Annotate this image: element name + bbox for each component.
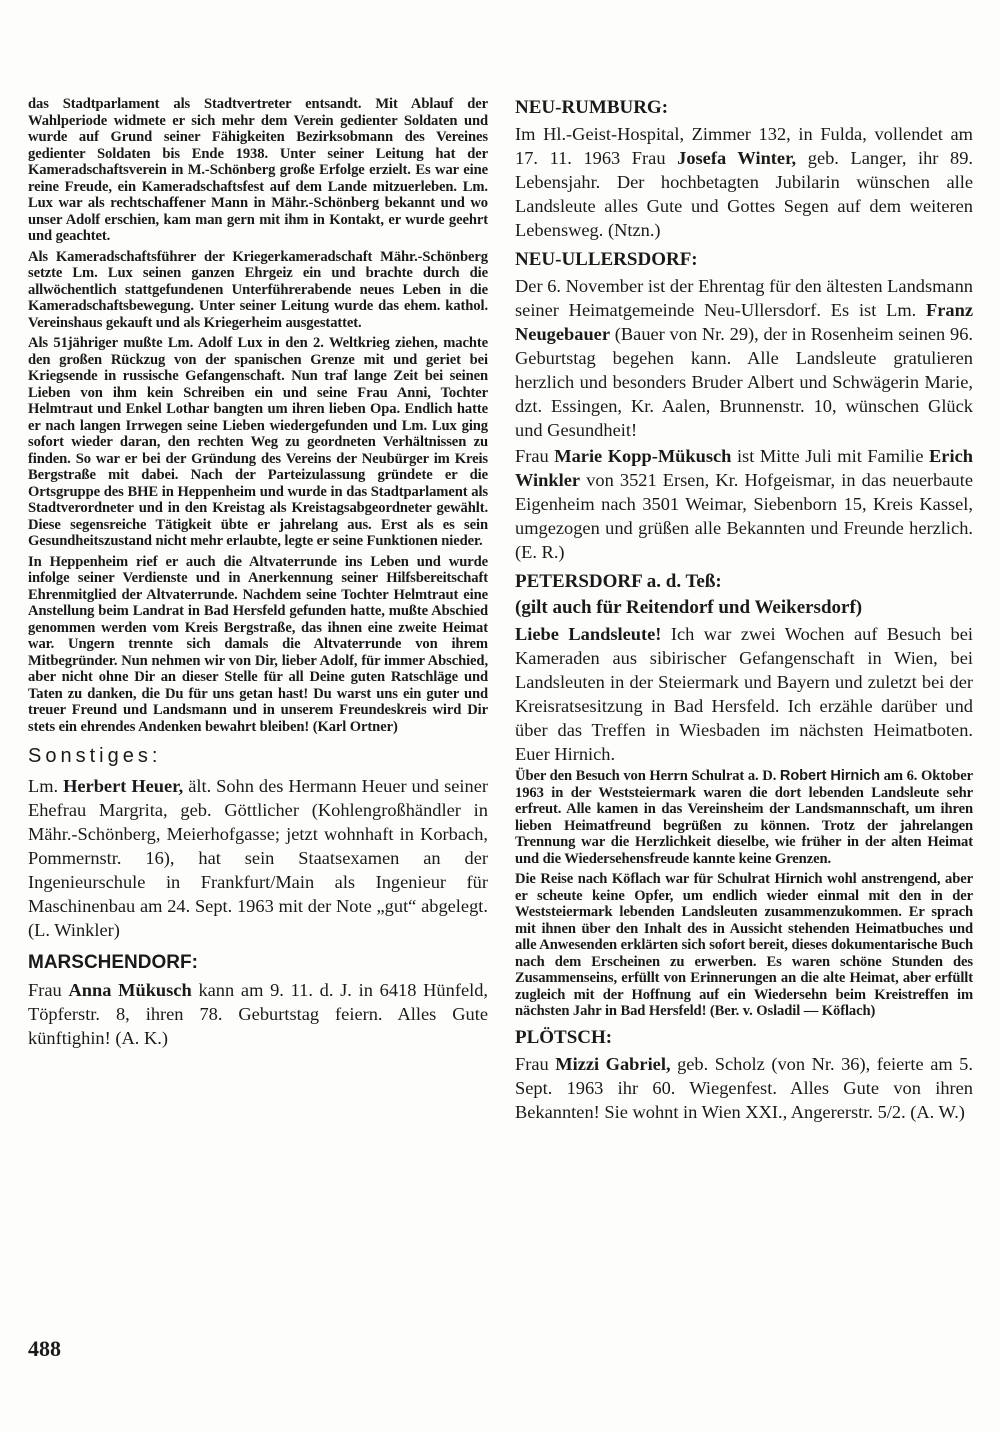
section-heading-neu-ullersdorf: NEU-ULLERSDORF:	[515, 249, 698, 270]
person-name: Erich Winkler	[515, 446, 973, 490]
petersdorf-paragraph	[515, 622, 973, 766]
text-segment: ist Mitte Juli mit Familie	[736, 446, 924, 466]
text-segment: (Bauer von Nr. 29), der in Rosenheim seinen 96. Geburtstag begehen kann. Alle Landsleute gratulieren herzlich und besonders Bruder Albert und Schwägerin Marie, dzt. Essingen, Kr. Aalen, Brunnenstr. 10, wünschen Glück und Gesundheit!	[515, 324, 973, 440]
section-heading-ploetsch: PLÖTSCH:	[515, 1026, 613, 1048]
section-heading-sonstiges: Sonstiges:	[28, 745, 162, 767]
kopp-mukusch-paragraph	[515, 444, 973, 564]
page-number: 488	[28, 1336, 61, 1361]
sonstiges-paragraph	[28, 774, 488, 942]
neu-rumburg-paragraph	[515, 122, 973, 242]
hirnich-visit-paragraph-1	[515, 768, 973, 867]
obituary-paragraph-1: das Stadtparlament als Stadtvertreter entsandt. Mit Ablauf der Wahlperiode widmete er sich mehr dem Verein gedienter Soldaten und wurde auf Grund seiner Fähigkeiten Bezirksobmann des Vereines gedienter Soldaten bis Ende 1938. Unter seiner Leitung hat der Kameradschaftsverein in M.-Schönberg große Erfolge erzielt. Es war eine reine Freude, ein Kameradschaftsfest auf dem Lande mitzuerleben. Lm. Lux war als rechtschaffener Mann in Mähr.-Schönberg bekannt und wo unser Adolf erschien, kam man gern mit ihm in Kontakt, er wurde geehrt und geachtet.	[28, 96, 488, 244]
obituary-paragraph-2: Als Kameradschaftsführer der Kriegerkameradschaft Mähr.-Schönberg setzte Lm. Lux seinen ganzen Ehrgeiz ein und brachte durch die allwöchentlich stattgefundenen Unterführerabende neues Leben in die Kameradschaftsbewegung. Unter seiner Leitung wurde das ehem. kathol. Vereinshaus gekauft und als Kriegerheim ausgestattet.	[28, 248, 488, 331]
text-segment: geb. Scholz (von Nr. 36), feierte am 5. Sept. 1963 ihr 60. Wiegenfest. Alles Gute von ihren Bekannten! Sie wohnt in Wien XXI., Angererstr. 5/2. (A. W.)	[515, 1053, 973, 1122]
person-name: Mizzi Gabriel,	[555, 1053, 671, 1074]
hirnich-visit-paragraph-2: Die Reise nach Köflach war für Schulrat Hirnich wohl anstrengend, aber er scheute keine Opfer, um endlich wieder einmal mit den in der Weststeiermark lebenden Landsleuten zusammenzukommen. Er sprach mit ihnen über den Inhalt des in Aussicht stehenden Heimatbuches und alle Anwesenden erklärten sich sofort bereit, dieses dokumentarische Buch nach dem Erscheinen zu erwerben. Es waren schöne Stunden des Zusammenseins, erfüllt von Erinnerungen an die alte Heimat, aber erfüllt zugleich mit der Hoffnung auf ein Wiedersehn beim Kreistreffen im nächsten Jahr in Bad Hersfeld! (Ber. v. Osladil — Köflach)	[515, 871, 973, 1019]
person-name: Anna Mükusch	[68, 980, 192, 1000]
obituary-paragraph-4: In Heppenheim rief er auch die Altvaterrunde ins Leben und wurde infolge seiner Verdienste und in Anerkennung seiner Hilfsbereitschaft Ehrenmitglied der Altvaterrunde. Nachdem seine Tochter Helmtraut eine Anstellung beim Landrat in Bad Hersfeld gefunden hatte, mußte Abschied genommen werden vom Kreis Bergstraße, das ihnen eine zweite Heimat war. Ungern trennte sich damals die Altvaterrunde von ihrem Mitbegründer. Nun nehmen wir von Dir, lieber Adolf, für immer Abschied, aber nicht ohne Dir an dieser Stelle für all Deine guten Ratschläge und Taten zu danken, die Du für uns getan hast! Du warst uns ein guter und treuer Freund und Landsmann und in unserem Freundeskreis wird Dir stets ein ehrendes Andenken bewahrt bleiben! (Karl Ortner)	[28, 553, 488, 735]
text-segment: Lm.	[28, 776, 59, 796]
text-segment: Frau	[515, 1053, 549, 1074]
text-segment: Im Hl.-Geist-Hospital, Zimmer 132, in Fulda, vollendet am 17. 11. 1963 Frau	[515, 124, 973, 168]
text-segment: Über den Besuch von Herrn Schulrat a. D.	[515, 768, 777, 784]
section-heading-marschendorf: MARSCHENDORF:	[28, 952, 198, 973]
person-name: Herbert Heuer,	[63, 776, 184, 796]
section-heading-neu-rumburg: NEU-RUMBURG:	[515, 97, 669, 118]
left-column	[28, 96, 488, 1052]
text-segment: Frau	[515, 446, 549, 466]
text-segment: ält. Sohn des Hermann Heuer und seiner Ehefrau Margrita, geb. Göttlicher (Kohlengroßhändler in Mähr.-Schönberg, Meierhofgasse; jetzt wohnhaft in Korbach, Pommernstr. 16), hat sein Staatsexamen an der Ingenieurschule in Frankfurt/Main als Ingenieur für Maschinenbau am 24. Sept. 1963 mit der Note „gut“ abgelegt. (L. Winkler)	[28, 776, 488, 940]
salutation: Liebe Landsleute!	[515, 624, 662, 644]
neu-ullersdorf-paragraph	[515, 274, 973, 442]
section-subheading-petersdorf: (gilt auch für Reitendorf und Weikersdorf)	[515, 597, 863, 618]
person-name: Franz Neugebauer	[515, 300, 973, 344]
text-segment: von 3521 Ersen, Kr. Hofgeismar, in das neuerbaute Eigenheim nach 3501 Weimar, Siebenborn 15, Kreis Kassel, umgezogen und grüßen alle Bekannten und Freunde herzlich. (E. R.)	[515, 470, 973, 562]
ploetsch-paragraph	[515, 1052, 973, 1124]
right-column	[515, 96, 973, 1126]
obituary-paragraph-3: Als 51jähriger mußte Lm. Adolf Lux in den 2. Weltkrieg ziehen, machte den großen Rückzug von der spanischen Grenze mit und geriet bei Kriegsende in russische Gefangenschaft. Nun traf lange Zeit bei seinen Lieben von ihm kein Schreiben ein und seine Frau Anni, Tochter Helmtraut und Enkel Lothar bangten um ihren lieben Opa. Endlich hatte er nach langen Irrwegen seine Lieben wiedergefunden und Lm. Lux ging sofort wieder daran, den rechten Weg zu geordneten Verhältnissen zu finden. So war er bei der Gründung des Vereins der Neubürger im Kreis Bergstraße mit dabei. Nach der Parteizulassung gründete er die Ortsgruppe des BHE in Heppenheim und wurde in das Stadtparlament als Stadtverordneter und in den Kreistag als Kreistagsabgeordneter gewählt. Diese segensreiche Tätigkeit übte er jahrelang aus. Erst als es sein Gesundheitszustand nicht mehr erlaubte, legte er seine Funktionen nieder.	[28, 335, 488, 549]
person-name: Josefa Winter,	[677, 148, 797, 168]
person-name: Robert Hirnich	[779, 768, 880, 784]
marschendorf-paragraph	[28, 978, 488, 1050]
text-segment: Der 6. November ist der Ehrentag für den ältesten Landsmann seiner Heimatgemeinde Neu-Ullersdorf. Es ist Lm.	[515, 276, 973, 320]
person-name: Marie Kopp-Mükusch	[554, 446, 732, 466]
text-segment: am 6. Oktober 1963 in der Weststeiermark waren die dort lebenden Landsleute sehr erfreut. Alle kamen in das Vereinsheim der Landsmannschaft, um ihren lieben Heimatfreund begrüßen zu können. Trotz der jahrelangen Trennung war die Herzlichkeit dieselbe, wie früher in der alten Heimat und die Wiedersehensfreude kannte keine Grenzen.	[515, 768, 973, 867]
text-segment: kann am 9. 11. d. J. in 6418 Hünfeld, Töpferstr. 8, ihren 78. Geburtstag feiern. Alles Gute künftighin! (A. K.)	[28, 980, 489, 1048]
text-segment: Ich war zwei Wochen auf Besuch bei Kameraden aus sibirischer Gefangenschaft in Wien, bei Landsleuten in der Steiermark und Bayern und zuletzt bei der Kreisratsesitzung in Bad Hersfeld. Ich erzähle darüber und über das Treffen in Wiesbaden im nächsten Heimatboten. Euer Hirnich.	[515, 624, 973, 764]
text-segment: geb. Langer, ihr 89. Lebensjahr. Der hochbetagten Jubilarin wünschen alle Landsleute alles Gute und Gottes Segen auf dem weiteren Lebensweg. (Ntzn.)	[515, 148, 973, 240]
text-segment: Frau	[28, 980, 62, 1000]
section-heading-petersdorf: PETERSDORF a. d. Teß:	[515, 571, 722, 592]
